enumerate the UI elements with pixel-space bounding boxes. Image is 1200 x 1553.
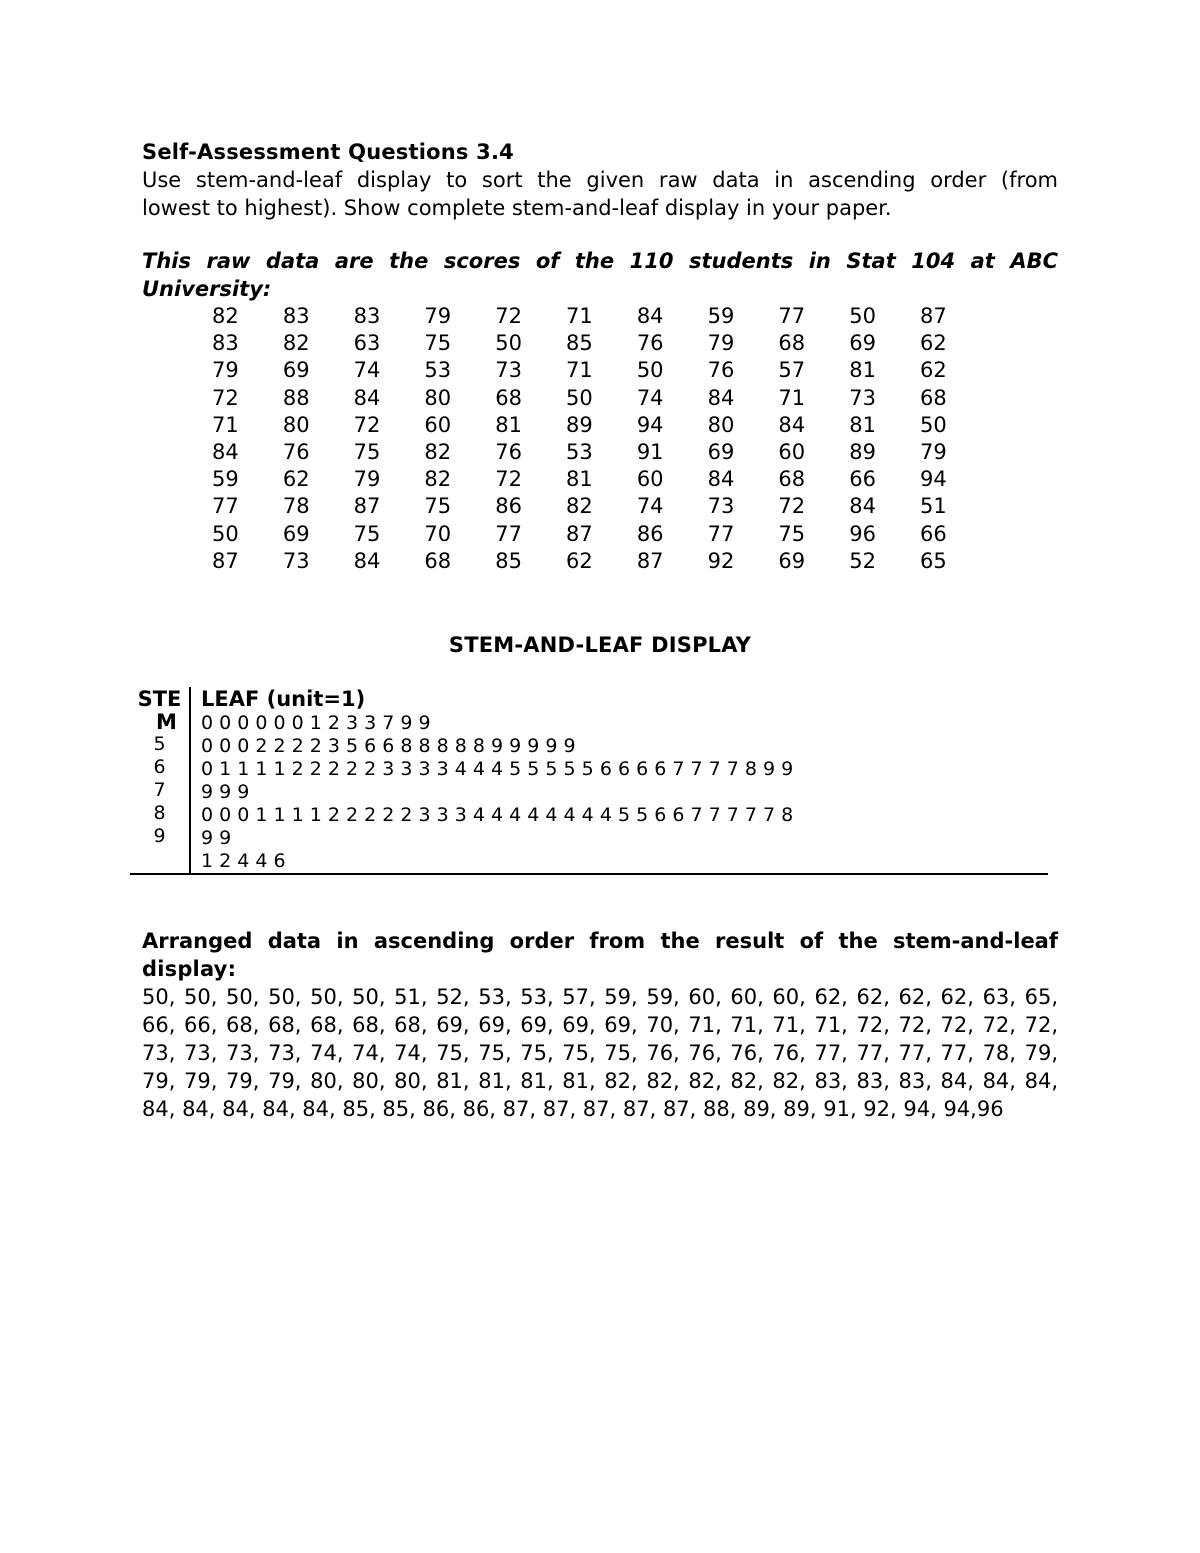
raw-data-cell: 80 (707, 412, 735, 437)
raw-data-row (190, 521, 969, 548)
raw-data-cell: 92 (707, 548, 735, 573)
raw-data-cell: 81 (849, 412, 876, 437)
raw-data-cell: 75 (424, 494, 452, 519)
raw-data-cell: 69 (282, 358, 310, 383)
document-page (137, 138, 1058, 1123)
raw-data-cell: 51 (920, 494, 947, 519)
raw-data-row (190, 357, 969, 384)
raw-data-cell: 79 (353, 467, 381, 492)
raw-data-cell: 94 (636, 412, 664, 437)
raw-data-row (190, 493, 969, 520)
raw-data-cell: 87 (566, 521, 593, 546)
raw-data-row (190, 412, 969, 439)
raw-data-cell: 50 (566, 385, 593, 410)
raw-data-cell: 79 (212, 358, 239, 383)
raw-data-cell: 71 (212, 412, 239, 437)
raw-data-cell: 66 (849, 467, 876, 492)
raw-data-cell: 75 (424, 331, 452, 356)
raw-data-cell: 60 (636, 467, 664, 492)
raw-data-cell: 85 (566, 331, 593, 356)
raw-data-cell: 86 (636, 521, 664, 546)
raw-data-cell: 63 (353, 331, 381, 356)
raw-data-cell: 83 (353, 304, 381, 328)
raw-data-cell: 84 (212, 440, 239, 465)
raw-data-cell: 60 (778, 440, 806, 465)
leaf-row: 0 1 1 1 1 2 2 2 2 2 3 3 3 3 4 4 4 5 5 5 5 5 6 6 6 6 7 7 7 7 8 9 9 (201, 758, 794, 781)
raw-data-cell: 82 (566, 494, 593, 519)
raw-data-cell: 75 (353, 521, 381, 546)
raw-data-cell: 72 (495, 304, 522, 328)
raw-data-cell: 62 (566, 548, 593, 573)
arranged-data-line: 50, 50, 50, 50, 50, 50, 51, 52, 53, 53, 57, 59, 59, 60, 60, 60, 62, 62, 62, 62, 63, 65, (142, 985, 1058, 1010)
raw-data-cell: 50 (636, 358, 664, 383)
raw-data-cell: 76 (636, 331, 664, 356)
raw-data-cell: 53 (566, 440, 593, 465)
raw-data-cell: 77 (707, 521, 735, 546)
raw-data-cell: 75 (778, 521, 806, 546)
raw-data-cell: 73 (495, 358, 522, 383)
arranged-data-title-line-1: Arranged data in ascending order from the result of the stem-and-leaf (142, 929, 1058, 954)
raw-data-cell: 78 (282, 494, 310, 519)
raw-data-cell: 53 (424, 358, 452, 383)
raw-data-cell: 75 (353, 440, 381, 465)
raw-data-cell: 82 (212, 304, 239, 328)
raw-data-cell: 86 (495, 494, 522, 519)
leaf-column (191, 687, 1048, 873)
arranged-data-title-line-2: display: (142, 957, 237, 982)
leaf-row: 9 9 (201, 827, 232, 850)
raw-data-cell: 72 (353, 412, 381, 437)
raw-data-cell: 68 (778, 331, 806, 356)
raw-data-cell: 89 (849, 440, 876, 465)
raw-data-cell: 77 (212, 494, 239, 519)
raw-data-cell: 62 (920, 358, 947, 383)
raw-data-cell: 83 (282, 304, 310, 328)
raw-data-cell: 68 (495, 385, 522, 410)
raw-data-cell: 66 (920, 521, 947, 546)
stem-value: 9 (153, 825, 166, 848)
raw-data-cell: 74 (636, 385, 664, 410)
raw-data-cell: 79 (707, 331, 735, 356)
raw-data-cell: 84 (353, 548, 381, 573)
leaf-row: 0 0 0 1 1 1 1 2 2 2 2 2 3 3 3 4 4 4 4 4 4 4 4 5 5 6 6 7 7 7 7 7 8 (201, 804, 794, 827)
raw-data-cell: 94 (920, 467, 947, 492)
raw-data-cell: 81 (566, 467, 593, 492)
raw-data-cell: 68 (424, 548, 452, 573)
raw-data-cell: 76 (707, 358, 735, 383)
raw-data-cell: 91 (636, 440, 664, 465)
raw-data-cell: 79 (920, 440, 947, 465)
raw-data-cell: 88 (282, 385, 310, 410)
leaf-row: 9 9 9 (201, 781, 250, 804)
raw-data-cell: 84 (707, 467, 735, 492)
leaf-header: LEAF (unit=1) (201, 687, 366, 712)
raw-data-cell: 71 (566, 358, 593, 383)
stem-value: 8 (153, 802, 166, 825)
raw-data-cell: 87 (212, 548, 239, 573)
raw-data-cell: 84 (353, 385, 381, 410)
raw-data-row (190, 330, 969, 357)
stem-header-continued: M (156, 710, 177, 735)
arranged-data-line: 66, 66, 68, 68, 68, 68, 68, 69, 69, 69, 69, 69, 70, 71, 71, 71, 71, 72, 72, 72, 72, 72, (142, 1013, 1058, 1038)
stem-value: 5 (153, 733, 166, 756)
raw-data-row (190, 466, 969, 493)
raw-data-cell: 81 (495, 412, 522, 437)
raw-data-cell: 87 (353, 494, 381, 519)
instructions-line-2: lowest to highest). Show complete stem-and-leaf display in your paper. (142, 196, 892, 220)
stem-leaf-title: STEM-AND-LEAF DISPLAY (448, 633, 752, 658)
raw-data-cell: 82 (282, 331, 310, 356)
raw-data-row (190, 385, 969, 412)
leaf-row: 0 0 0 0 0 0 1 2 3 3 7 9 9 (201, 712, 431, 735)
raw-data-cell: 76 (282, 440, 310, 465)
instructions-line-1: Use stem-and-leaf display to sort the given raw data in ascending order (from (142, 168, 1058, 192)
arranged-data-line: 73, 73, 73, 73, 74, 74, 74, 75, 75, 75, 75, 75, 76, 76, 76, 76, 77, 77, 77, 77, 78, 79, (142, 1041, 1058, 1066)
arranged-data-list (142, 983, 1058, 1123)
raw-data-cell: 71 (778, 385, 806, 410)
raw-data-cell: 87 (636, 548, 664, 573)
raw-data-intro-line-1: This raw data are the scores of the 110 students in Stat 104 at ABC (142, 249, 1058, 273)
raw-data-cell: 85 (495, 548, 522, 573)
raw-data-cell: 72 (495, 467, 522, 492)
raw-data-cell: 71 (566, 304, 593, 328)
raw-data-row (190, 548, 969, 575)
raw-data-cell: 50 (920, 412, 947, 437)
raw-data-cell: 84 (707, 385, 735, 410)
raw-data-cell: 77 (495, 521, 522, 546)
arranged-data-line: 79, 79, 79, 79, 80, 80, 80, 81, 81, 81, 81, 82, 82, 82, 82, 82, 83, 83, 83, 84, 84, 84, (142, 1069, 1058, 1094)
stem-value: 6 (153, 756, 166, 779)
raw-data-cell: 74 (353, 358, 381, 383)
raw-data-cell: 60 (424, 412, 452, 437)
raw-data-row (190, 303, 969, 330)
raw-data-cell: 74 (636, 494, 664, 519)
raw-data-cell: 69 (778, 548, 806, 573)
raw-data-cell: 80 (282, 412, 310, 437)
raw-data-cell: 84 (778, 412, 806, 437)
raw-data-cell: 69 (282, 521, 310, 546)
raw-data-cell: 69 (849, 331, 876, 356)
raw-data-cell: 59 (212, 467, 239, 492)
raw-data-cell: 77 (778, 304, 806, 328)
leaf-row: 1 2 4 4 6 (201, 850, 286, 873)
raw-data-cell: 73 (707, 494, 735, 519)
leaf-row: 0 0 0 2 2 2 2 3 5 6 6 8 8 8 8 8 9 9 9 9 9 (201, 735, 576, 758)
raw-data-table (190, 303, 969, 575)
raw-data-cell: 59 (707, 304, 735, 328)
page-title: Self-Assessment Questions 3.4 (142, 140, 514, 164)
raw-data-cell: 82 (424, 467, 452, 492)
raw-data-cell: 80 (424, 385, 452, 410)
raw-data-cell: 84 (636, 304, 664, 328)
raw-data-cell: 57 (778, 358, 806, 383)
raw-data-cell: 52 (849, 548, 876, 573)
stem-value: 7 (153, 779, 166, 802)
stem-leaf-display (130, 687, 1048, 875)
raw-data-cell: 79 (424, 304, 452, 328)
arranged-data-line: 84, 84, 84, 84, 84, 85, 85, 86, 86, 87, 87, 87, 87, 87, 88, 89, 89, 91, 92, 94, 94,96 (142, 1097, 1004, 1122)
raw-data-cell: 76 (495, 440, 522, 465)
raw-data-cell: 62 (282, 467, 310, 492)
raw-data-cell: 50 (212, 521, 239, 546)
raw-data-cell: 96 (849, 521, 876, 546)
raw-data-cell: 68 (778, 467, 806, 492)
raw-data-cell: 73 (849, 385, 876, 410)
raw-data-cell: 70 (424, 521, 452, 546)
raw-data-cell: 87 (920, 304, 947, 328)
raw-data-cell: 73 (282, 548, 310, 573)
raw-data-cell: 62 (920, 331, 947, 356)
stem-column (130, 687, 191, 873)
raw-data-cell: 81 (849, 358, 876, 383)
raw-data-cell: 65 (920, 548, 947, 573)
raw-data-cell: 50 (495, 331, 522, 356)
raw-data-cell: 68 (920, 385, 947, 410)
raw-data-cell: 72 (212, 385, 239, 410)
raw-data-row (190, 439, 969, 466)
raw-data-cell: 50 (849, 304, 876, 328)
raw-data-cell: 83 (212, 331, 239, 356)
raw-data-cell: 69 (707, 440, 735, 465)
raw-data-cell: 82 (424, 440, 452, 465)
raw-data-cell: 84 (849, 494, 876, 519)
raw-data-cell: 89 (566, 412, 593, 437)
stem-header: STE (137, 687, 182, 712)
raw-data-cell: 72 (778, 494, 806, 519)
raw-data-intro-line-2: University: (142, 277, 272, 301)
